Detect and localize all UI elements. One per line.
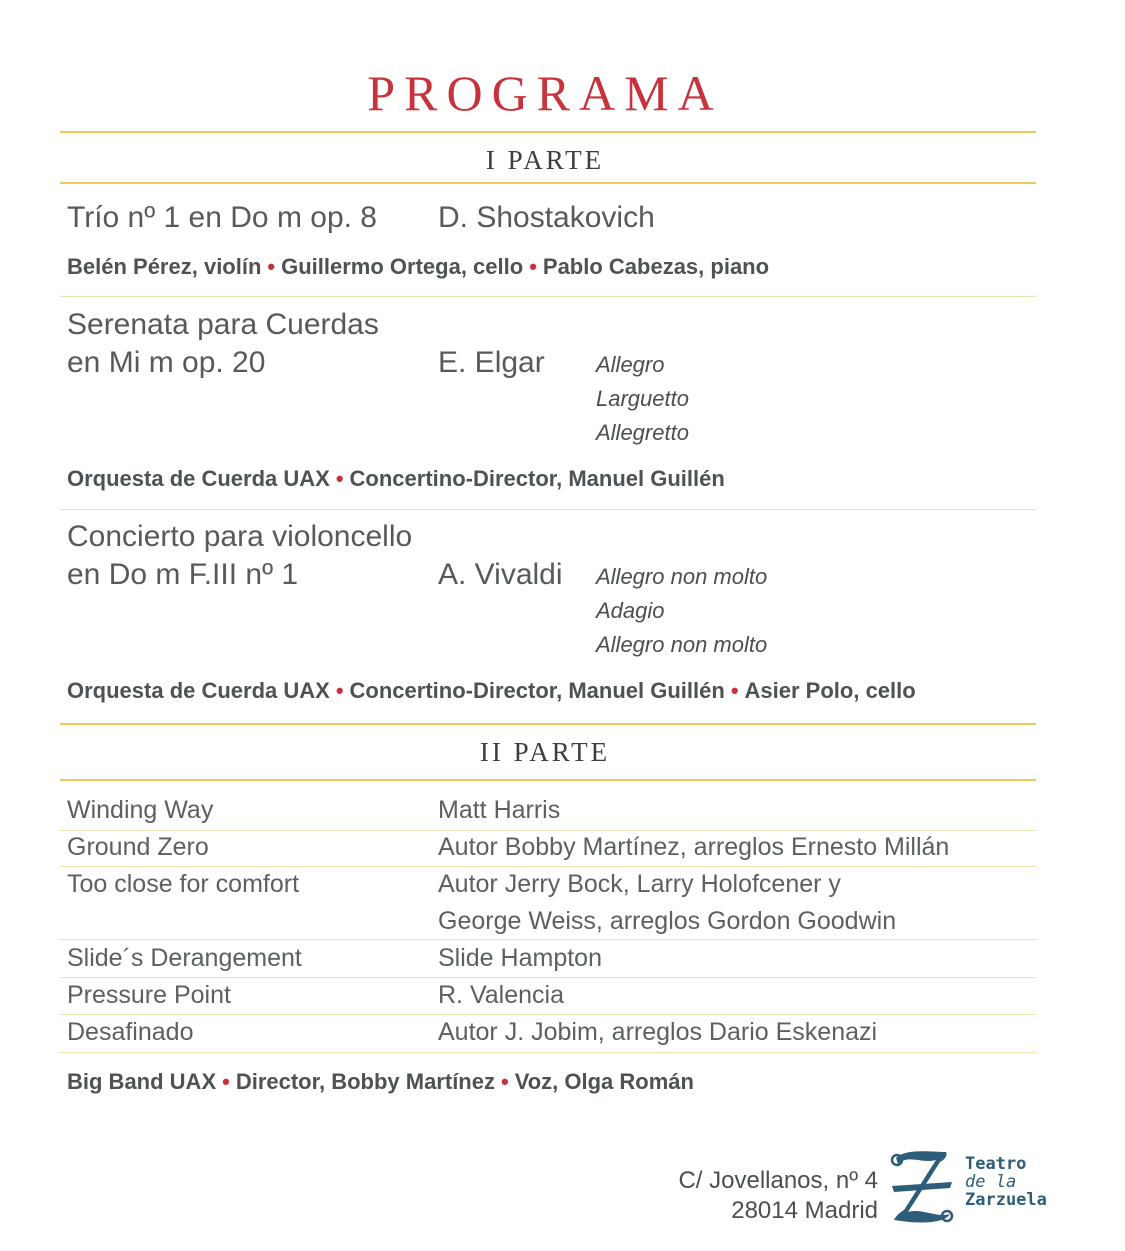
zarzuela-logo-icon	[888, 1146, 956, 1226]
work-composer: E. Elgar	[438, 346, 545, 379]
page-title: PROGRAMA	[367, 65, 723, 121]
performer: Concertino-Director, Manuel Guillén	[349, 466, 725, 491]
piece-author: George Weiss, arreglos Gordon Goodwin	[438, 907, 897, 935]
divider	[60, 866, 1036, 867]
movement: Allegro non molto	[596, 632, 768, 657]
divider	[60, 509, 1036, 510]
piece-author: Slide Hampton	[438, 944, 602, 972]
work-title: Trío nº 1 en Do m op. 8	[67, 201, 377, 234]
logo-line: Zarzuela	[965, 1190, 1047, 1210]
divider	[60, 296, 1036, 297]
piece-title: Winding Way	[67, 796, 214, 824]
work-composer: A. Vivaldi	[438, 558, 563, 591]
work-title-line: Serenata para Cuerdas	[67, 308, 379, 341]
performer: Asier Polo, cello	[744, 678, 916, 703]
movement: Allegro	[596, 352, 665, 377]
separator-dot: •	[529, 254, 537, 279]
divider	[60, 182, 1036, 184]
piece-title: Pressure Point	[67, 981, 231, 1009]
movement: Allegretto	[596, 420, 689, 445]
performer: Director, Bobby Martínez	[235, 1069, 495, 1094]
movements-list	[596, 560, 767, 662]
divider	[60, 939, 1036, 940]
work-title-line: en Mi m op. 20	[67, 346, 266, 379]
logo-wordmark	[965, 1155, 1047, 1209]
performers-line	[67, 1069, 694, 1095]
logo-line: de la	[965, 1172, 1017, 1192]
performer: Orquesta de Cuerda UAX	[67, 678, 330, 703]
part-two-heading: II PARTE	[479, 737, 611, 767]
separator-dot: •	[500, 1069, 509, 1094]
divider	[60, 779, 1036, 781]
separator-dot: •	[730, 678, 739, 703]
performer: Pablo Cabezas, piano	[542, 254, 770, 279]
piece-title: Ground Zero	[67, 833, 209, 861]
work-title	[67, 306, 379, 382]
piece-author: Autor Bobby Martínez, arreglos Ernesto Millán	[438, 833, 950, 861]
separator-dot: •	[222, 1069, 230, 1094]
divider	[60, 131, 1036, 133]
divider	[60, 1014, 1036, 1015]
performers-line	[67, 254, 769, 280]
work-composer: D. Shostakovich	[438, 201, 655, 234]
divider	[60, 830, 1036, 831]
piece-title: Desafinado	[67, 1018, 194, 1046]
movement: Adagio	[596, 598, 665, 623]
performer: Belén Pérez, violín	[67, 254, 262, 279]
divider	[60, 977, 1036, 978]
address-street: C/ Jovellanos, nº 4	[678, 1167, 878, 1194]
piece-title: Too close for comfort	[67, 870, 300, 898]
performer: Orquesta de Cuerda UAX	[67, 466, 330, 491]
performer: Big Band UAX	[67, 1069, 217, 1094]
piece-author: Matt Harris	[438, 796, 561, 824]
separator-dot: •	[335, 466, 344, 491]
performers-line	[67, 466, 725, 492]
movements-list	[596, 348, 689, 450]
piece-title: Slide´s Derangement	[67, 944, 302, 972]
movement: Allegro non molto	[596, 564, 768, 589]
performer: Concertino-Director, Manuel Guillén	[349, 678, 725, 703]
part-one-heading: I PARTE	[485, 145, 605, 175]
piece-author: R. Valencia	[438, 981, 564, 1009]
piece-author: Autor J. Jobim, arreglos Dario Eskenazi	[438, 1018, 878, 1046]
logo-line: Teatro	[965, 1154, 1027, 1174]
separator-dot: •	[267, 254, 276, 279]
performer: Voz, Olga Román	[514, 1069, 694, 1094]
divider	[60, 1052, 1036, 1053]
movement: Larguetto	[596, 386, 689, 411]
piece-author: Autor Jerry Bock, Larry Holofcener y	[438, 870, 841, 898]
performers-line	[67, 678, 916, 704]
work-title-line: en Do m F.III nº 1	[67, 558, 299, 591]
address-city: 28014 Madrid	[731, 1197, 878, 1224]
work-title-line: Concierto para violoncello	[67, 520, 413, 553]
performer: Guillermo Ortega, cello	[281, 254, 524, 279]
separator-dot: •	[335, 678, 344, 703]
work-title	[67, 518, 412, 594]
venue-address	[560, 1166, 878, 1226]
divider	[60, 723, 1036, 725]
